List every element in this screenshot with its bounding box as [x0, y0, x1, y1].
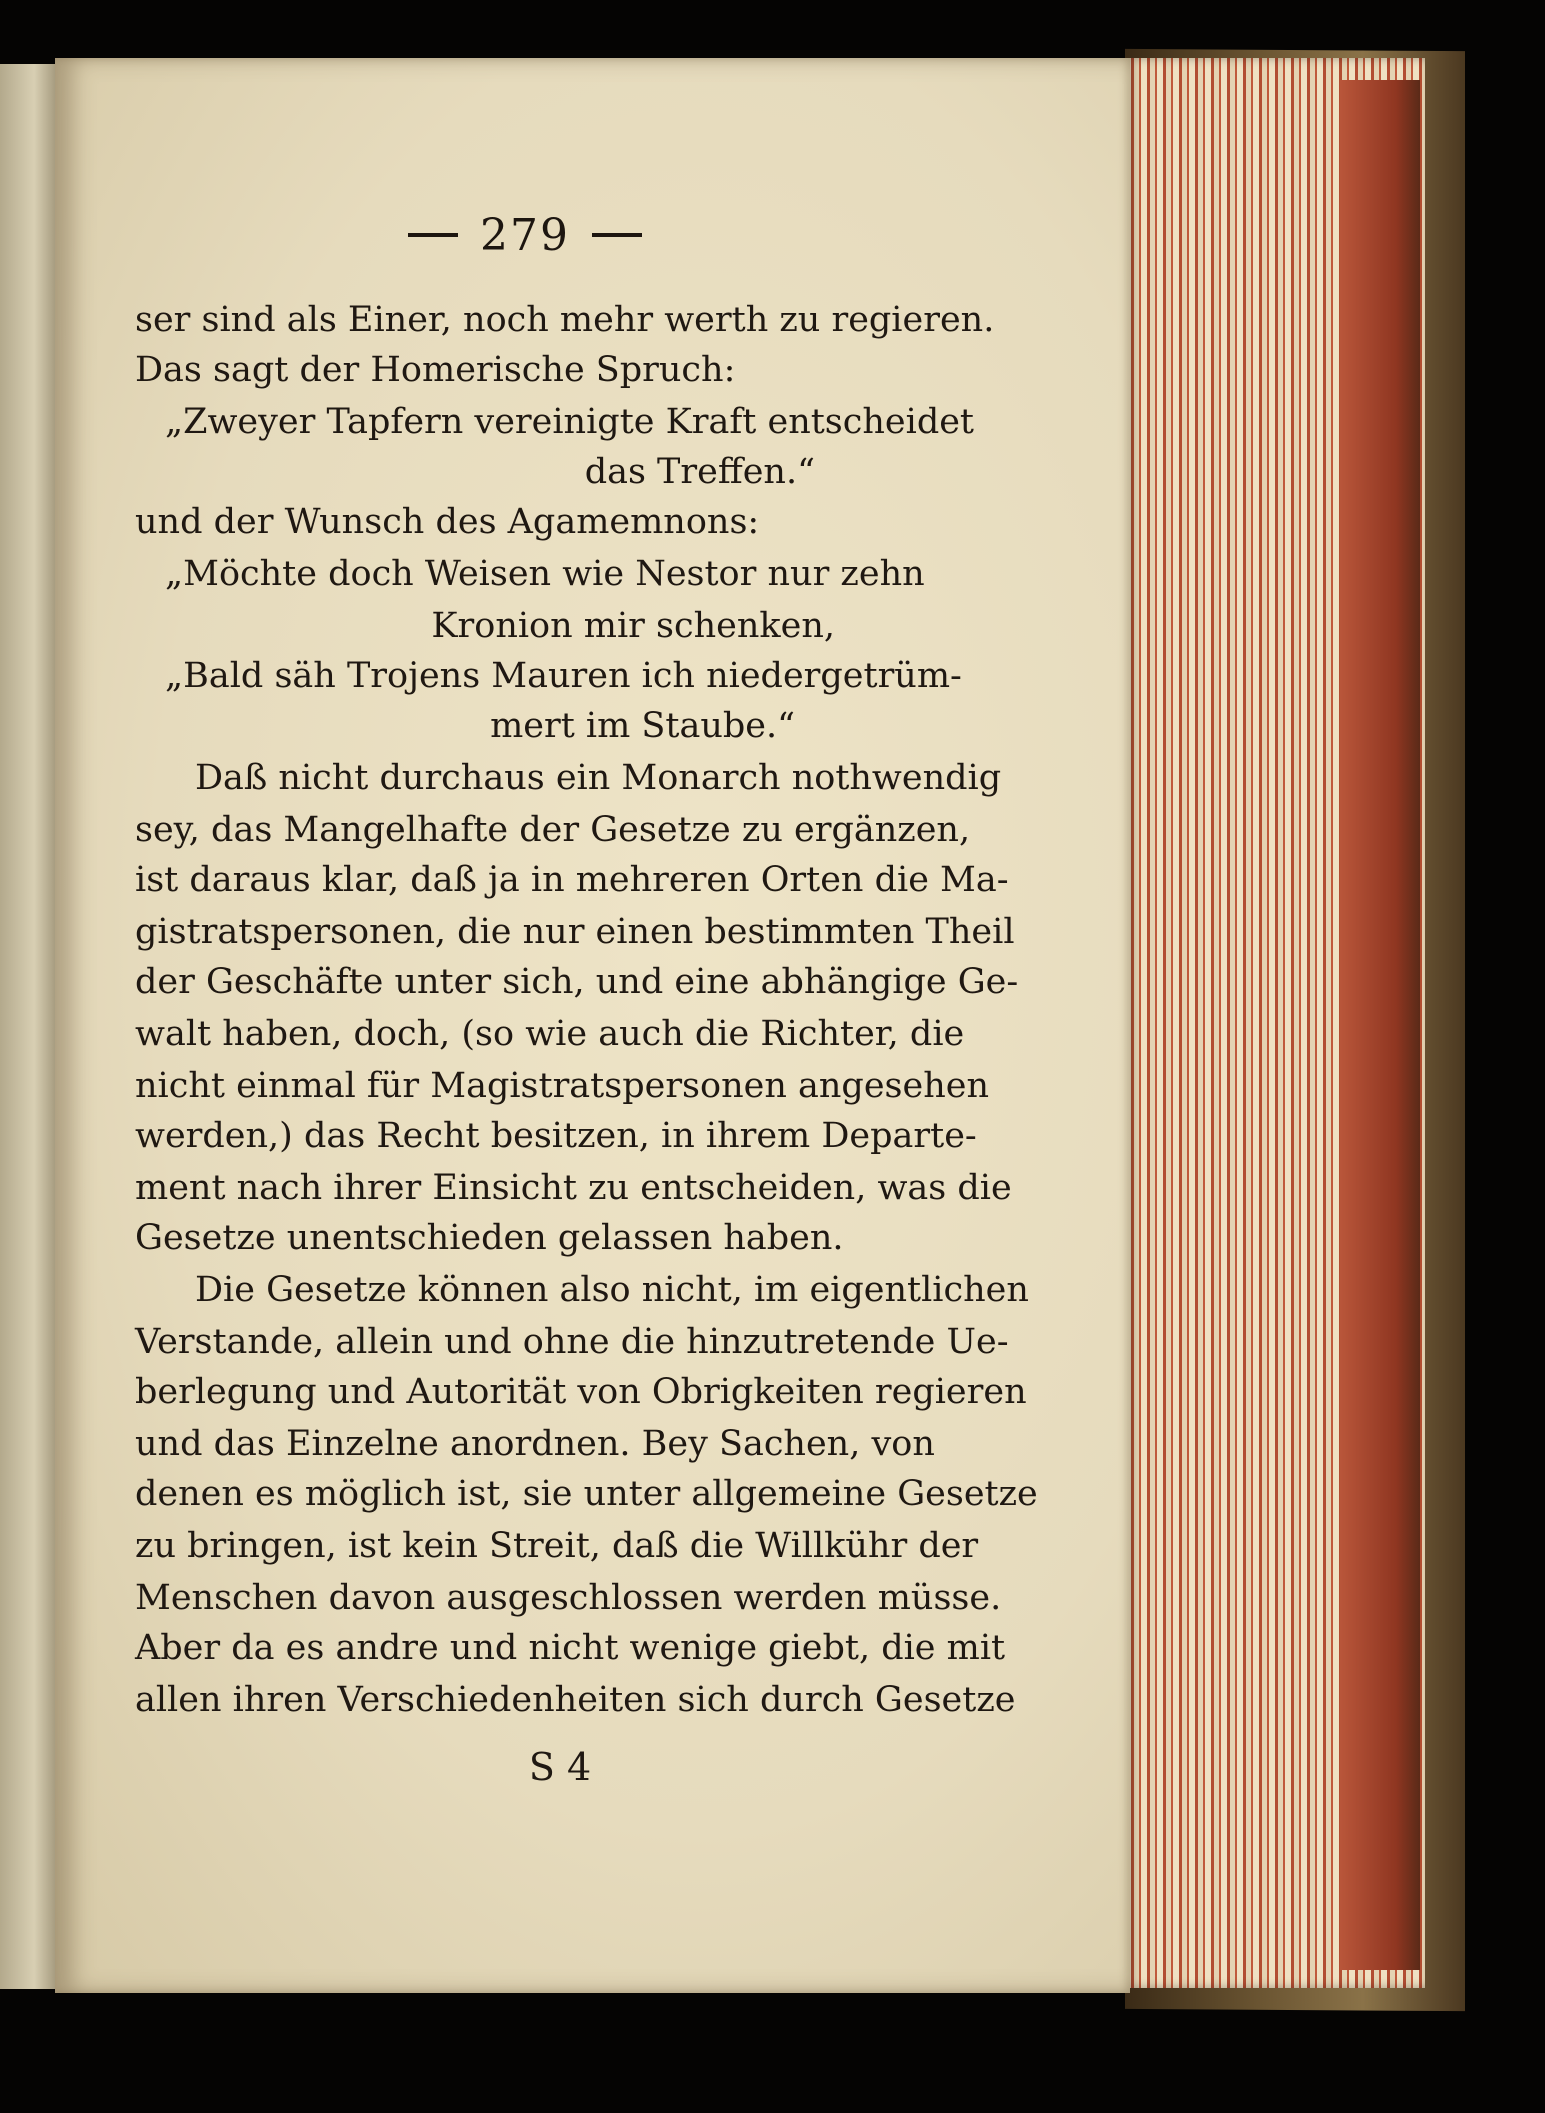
text-line: Daß nicht durchaus ein Monarch nothwendig — [195, 758, 1002, 798]
text-line: und das Einzelne anordnen. Bey Sachen, von — [135, 1424, 935, 1464]
catchword: S 4 — [528, 1745, 592, 1789]
text-line: denen es möglich ist, sie unter allgemeine Gesetze — [135, 1474, 1038, 1514]
page-block-shadow — [1340, 80, 1420, 1970]
text-line: walt haben, doch, (so wie auch die Richter, die — [135, 1014, 965, 1054]
text-line: „Bald säh Trojens Mauren ich niedergetrüm- — [165, 656, 962, 696]
text-line: Die Gesetze können also nicht, im eigentlichen — [195, 1270, 1029, 1310]
text-line: das Treffen.“ — [584, 452, 815, 492]
text-line: sey, das Mangelhafte der Gesetze zu ergänzen, — [135, 810, 971, 850]
text-line: ment nach ihrer Einsicht zu entscheiden, was die — [135, 1168, 1012, 1208]
text-line: allen ihren Verschiedenheiten sich durch Gesetze — [135, 1680, 1016, 1720]
text-line: Gesetze unentschieden gelassen haben. — [135, 1218, 844, 1258]
text-line: mert im Staube.“ — [490, 706, 795, 746]
text-line: Aber da es andre und nicht wenige giebt, die mit — [135, 1628, 1006, 1668]
text-line: gistratspersonen, die nur einen bestimmten Theil — [135, 912, 1015, 952]
text-line: Kronion mir schenken, — [431, 606, 835, 646]
page-header — [395, 205, 655, 265]
header-dash-left — [408, 233, 458, 237]
text-line: ser sind als Einer, noch mehr werth zu regieren. — [135, 300, 995, 340]
text-line: der Geschäfte unter sich, und eine abhängige Ge- — [135, 962, 1019, 1002]
page-number: 279 — [480, 209, 570, 261]
text-line: werden,) das Recht besitzen, in ihrem Departe- — [135, 1116, 977, 1156]
text-line: Verstande, allein und ohne die hinzutretende Ue- — [135, 1322, 1009, 1362]
text-line: berlegung und Autorität von Obrigkeiten regieren — [135, 1372, 1027, 1412]
text-line: Das sagt der Homerische Spruch: — [135, 350, 736, 390]
text-line: und der Wunsch des Agamemnons: — [135, 502, 760, 542]
header-dash-right — [592, 233, 642, 237]
facing-page-edge — [0, 64, 62, 1989]
text-line: zu bringen, ist kein Streit, daß die Willkühr der — [135, 1526, 979, 1566]
text-line: Menschen davon ausgeschlossen werden müsse. — [135, 1578, 1002, 1618]
text-line: ist daraus klar, daß ja in mehreren Orten die Ma- — [135, 860, 1009, 900]
text-line: „Zweyer Tapfern vereinigte Kraft entscheidet — [165, 402, 974, 442]
text-line: „Möchte doch Weisen wie Nestor nur zehn — [165, 554, 925, 594]
text-line: nicht einmal für Magistratspersonen angesehen — [135, 1066, 989, 1106]
